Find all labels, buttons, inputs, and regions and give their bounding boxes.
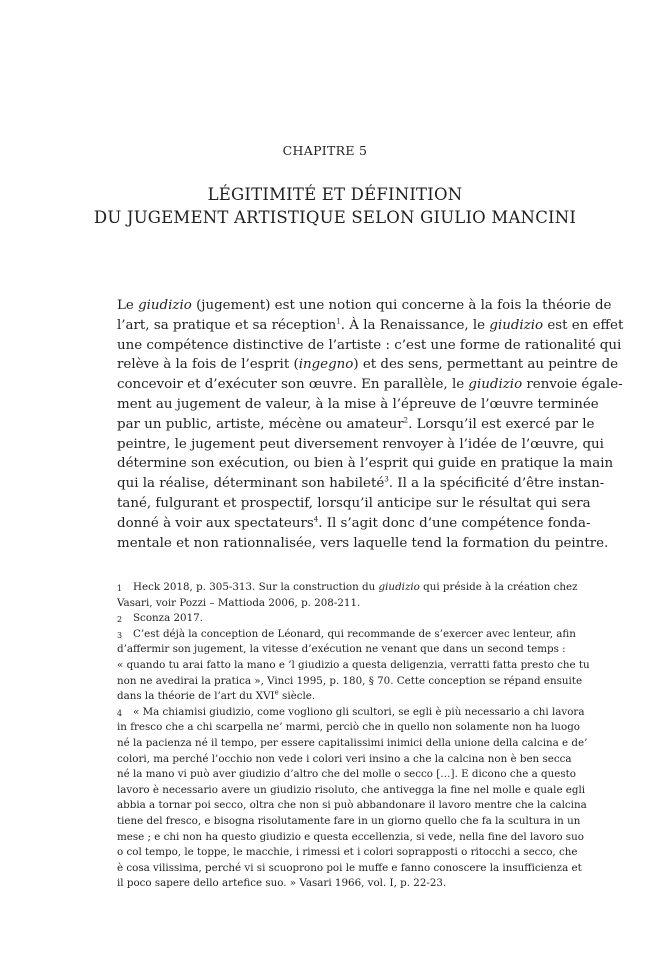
chapter-title (60, 183, 610, 229)
footnote-reference: 1 (336, 317, 341, 326)
footnotes (117, 580, 590, 892)
body-line: qui la réalise, déterminant son habileté$^3$. Il a la spécificité d’être instan- (117, 475, 605, 492)
body-line: relève à la fois de l’esprit (ingegno) et des sens, permettant au peintre de (117, 357, 619, 373)
chapter-title-line-2: DU JUGEMENT ARTISTIQUE SELON GIULIO MANCINI (93, 208, 577, 227)
footnote-line: o col tempo, le toppe, le macchie, i rimessi et i colori soprapposti o ritocchi a secco, che (117, 846, 578, 859)
footnote-line: 3 C’est déjà la conception de Léonard, qui recommande de s’exercer avec lenteur, afin (117, 627, 553, 643)
footnote-line: è cosa vilissima, perché vi si scuoprono poi le muffe e fanno conoscere la insufficienza et (117, 861, 582, 874)
body-line: par un public, artiste, mécène ou amateur$^2$. Lorsqu’il est exercé par le (117, 416, 595, 432)
footnote-reference: 2 (403, 416, 409, 425)
footnote-line: in fresco che a chi scarpella ne’ marmi, perciò che in quello non solamente non ha luogo (117, 721, 581, 734)
footnote-line: colori, ma perché l’occhio non vede i colori veri insino a che la calcina non è ben secca (117, 752, 572, 765)
chapter-title-line-1: LÉGITIMITÉ ET DÉFINITION (207, 185, 463, 204)
footnote-line: lavoro è necessario avere un giudizio risoluto, che antivegga la fine nel molle e quale egli (117, 783, 586, 796)
body-line: une compétence distinctive de l’artiste : c’est une forme de rationalité qui (117, 337, 622, 353)
footnote-number: 2 (117, 615, 123, 625)
body-line: concevoir et d’exécuter son œuvre. En parallèle, le giudizio renvoie égale- (117, 377, 623, 393)
footnote-line: dans la théorie de l’art du XVIe siècle. (117, 688, 316, 703)
italic-term: giudizio (489, 317, 544, 333)
footnote-line: mese ; e chi non ha questo giudizio e questa eccellenzia, si vede, nella fine del lavoro suo (117, 830, 584, 843)
body-line: mentale et non rationnalisée, vers laquelle tend la formation du peintre. (117, 535, 609, 551)
footnote-line: non ne avedirai la pratica », Vinci 1995, p. 180, § 70. Cette conception se répand ensuite (117, 674, 583, 687)
italic-term: giudizio (138, 298, 192, 313)
footnote-line: 2 Sconza 2017. (117, 611, 553, 627)
footnote-line: né la mano vi può aver giudizio d’altro che del molle o secco […]. E dicono che a questo (117, 768, 576, 781)
italic-term: giudizio (468, 377, 523, 393)
chapter-label: CHAPITRE 5 (282, 143, 368, 158)
body-line: ment au jugement de valeur, à la mise à l’épreuve de l’œuvre terminée (117, 396, 599, 412)
footnote (117, 705, 588, 892)
footnote-reference: 3 (384, 475, 389, 484)
italic-term: giudizio (378, 581, 420, 593)
footnote-line: 4 « Ma chiamisi giudizio, come vogliono gli scultori, se egli è più necessario a chi lavora (117, 705, 553, 721)
footnote-line: né la pacienza né il tempo, per essere capitalissimi inimici della unione della calcina e de’ (117, 736, 588, 749)
footnote-line: d’affermir son jugement, la vitesse d’exécution ne venant que dans un second temps : (117, 643, 566, 656)
footnote (117, 611, 553, 627)
body-line: Le giudizio (jugement) est une notion qui concerne à la fois la théorie de (117, 298, 612, 313)
footnote-line: 1 Heck 2018, p. 305-313. Sur la construction du giudizio qui préside à la création chez (117, 580, 553, 596)
footnote (117, 627, 590, 705)
footnote-reference: e (274, 688, 279, 697)
footnote-number: 4 (117, 708, 123, 718)
footnote-number: 3 (117, 630, 123, 640)
footnote-line: « quando tu arai fatto la mano e ’l giudizio a questa deligenzia, verratti fatta presto che tu (117, 658, 590, 671)
body-line: détermine son exécution, ou bien à l’esprit qui guide en pratique la main (117, 456, 614, 472)
footnote-line: abbia a tornar poi secco, oltra che non si può abbandonare il lavoro mentre che la calcina (117, 799, 587, 812)
footnote-line: il poco sapere dello artefice suo. » Vasari 1966, vol. I, p. 22-23. (117, 877, 447, 890)
footnote-line: Vasari, voir Pozzi – Mattioda 2006, p. 208-211. (117, 596, 361, 609)
body-line: tané, fulgurant et prospectif, lorsqu’il anticipe sur le résultat qui sera (117, 495, 591, 511)
footnote-reference: 4 (313, 515, 319, 524)
footnote-number: 1 (117, 584, 123, 593)
footnote (117, 580, 578, 611)
italic-term: ingegno (298, 357, 354, 373)
body-text (117, 296, 624, 553)
body-line: l’art, sa pratique et sa réception$^1$. À la Renaissance, le giudizio est en effet (117, 317, 624, 333)
footnote-line: tiene del fresco, e bisogna risolutamente fare in un giorno quello che fa la scultura in un (117, 814, 581, 827)
body-line: peintre, le jugement peut diversement renvoyer à l’idée de l’œuvre, qui (117, 436, 604, 452)
body-line: donné à voir aux spectateurs$^4$. Il s’agit donc d’une compétence fonda- (117, 515, 591, 531)
